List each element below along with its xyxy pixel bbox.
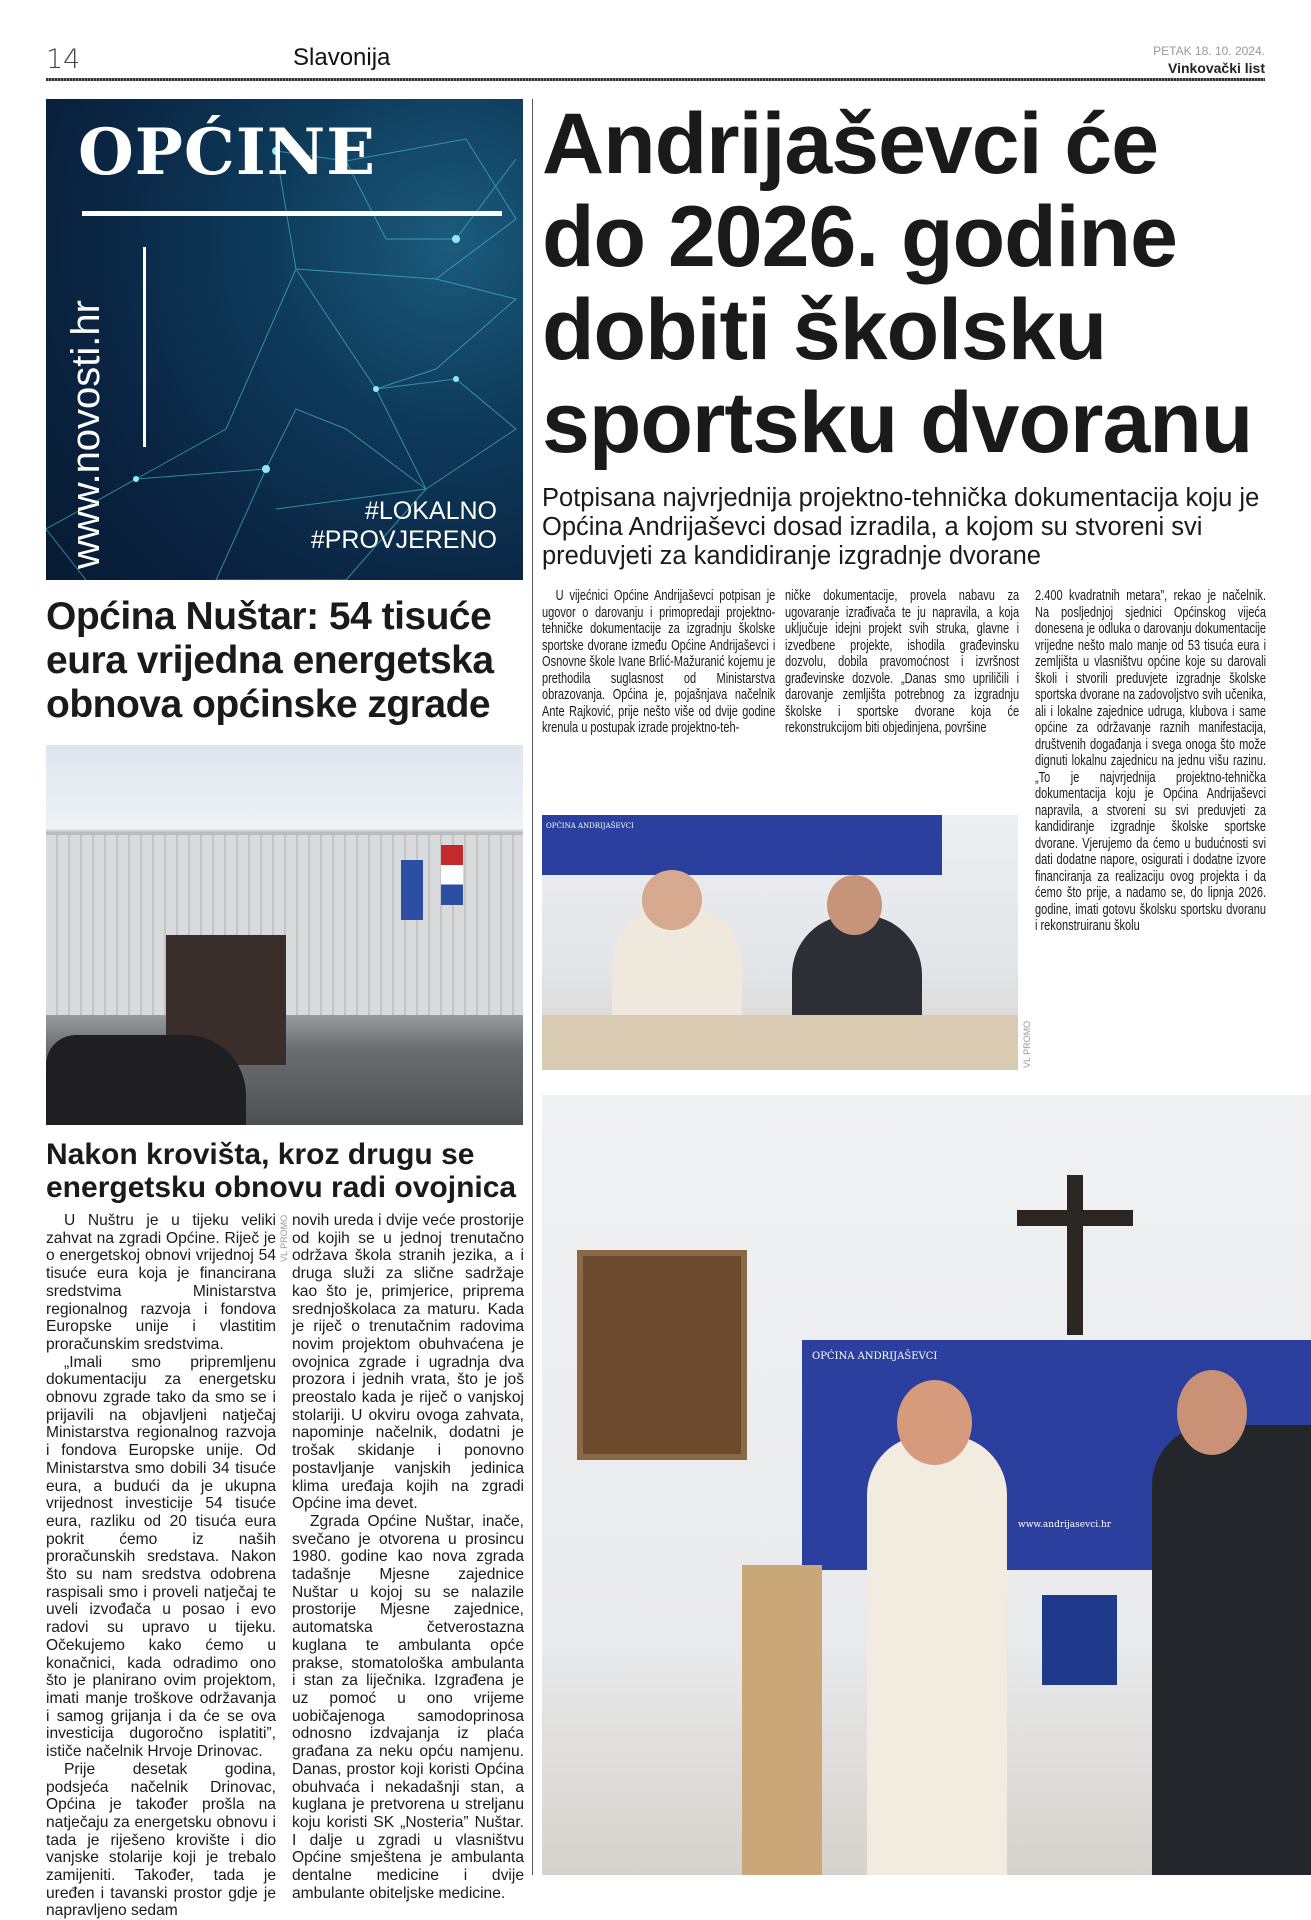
promo-banner — [46, 99, 523, 580]
tag-lokalno: #LOKALNO — [364, 497, 497, 525]
banner-text: OPĆINA ANDRIJAŠEVCI — [812, 1351, 938, 1362]
header-rule — [46, 78, 1265, 81]
main-article-column-3 — [1035, 588, 1266, 935]
promo-vertical-divider — [143, 247, 146, 447]
paragraph: Zgrada Općine Nuštar, inače, svečano je otvorena u prosincu 1980. godine kao nova zgrada tadašnje Mjesne zajednice Nuštar u kojoj su se nalazile prostorije Mjesne zajednice, automatska četverostazna kuglana te ambulanta opće prakse, stomatološka ambulanta i stan za liječnika. Izgrađena je uz pomoć u ono vrijeme uobičajenoga samodoprinosa odnosno izdvajanja iz plaća građana za neku opću namjenu. Danas, prostor koji koristi Općina obuhvaća i nekadašnji stan, a kuglana je pretvorena u streljanu koju koristi SK „Nosteria” Nuštar. I dalje u zgradi u vlasništvu Općine smještena je ambulanta dentalne medicine i dvije ambulante obiteljske medicine. — [292, 1512, 524, 1902]
banner-text: OPĆINA ANDRIJAŠEVCI — [546, 822, 634, 830]
paragraph: 2.400 kvadratnih metara”, rekao je načelnik. Na posljednjoj sjednici Općinskog vijeća donesena je odluka o darovanju dokumentacije vrijedne nešto malo manje od 53 tisuća eura i zemljišta u vlasništvu općine koje su darovali školi i stvorili preduvjete izgradnje školske sportska dvorane na zadovoljstvo svih učenika, ali i lokalne zajednice udruga, klubova i same općine za održavanje raznih manifestacija, društvenih događanja i svega onoga što može dignuti lokalnu zajednicu na jednu višu razinu. „To je najvrjednija projektno-tehnička dokumentacija koju je Općina Andrijaševci napravila, a stvoreni su svi preduvjeti za kandidiranje izgradnje školske sportske dvorane. Vjerujemo da ćemo u budućnosti svi dati dodatne napore, osigurati i dodatne izvore financiranja za realizaciju ovog projekta i da ćemo što prije, a nadamo se, do lipnja 2026. godine, imati gotovu školsku sportsku dvoranu i rekonstruiranu školu — [1035, 588, 1267, 934]
left-article-subheadline: Nakon krovišta, kroz drugu se energetsku obnovu radi ovojnica — [46, 1138, 517, 1204]
promo-tags — [311, 497, 497, 555]
main-article-column-1 — [542, 588, 775, 737]
newspaper-name: Vinkovački list — [1167, 60, 1265, 76]
left-article-column-2 — [292, 1212, 524, 1902]
main-article-column-2 — [785, 588, 1019, 737]
paragraph: novih ureda i dvije veće prostorije od kojih se u jednoj trenutačno održava škola stranih jezika, a i druga služi za slične sadržaje kao što je, primjerice, priprema srednjoškolaca za maturu. Kada je riječ o trenutačnim radovima novim projektom obuhvaćena je ovojnica zgrade i ugradnja dva prozora i jednih vrata, što je još preostalo kada je riječ o vanjskoj stolariji. U okviru ovoga zahvata, napominje načelnik, dodatni je trošak skidanje i ponovno postavljanje vanjskih jedinica klima uređaja kojih na zgradi Općine ima devet. — [292, 1212, 524, 1513]
promo-divider — [82, 211, 502, 216]
paragraph: Prije desetak godina, podsjeća načelnik Drinovac, Općina je također prošla na natječaju za energetsku obnovu i tada je riješeno krovište i dio vanjske stolarije koji je trebalo zamijeniti. Također, tada je uređen i tavanski prostor gdje je napravljeno sedam — [46, 1760, 276, 1920]
column-divider — [532, 99, 533, 1875]
paragraph: U Nuštru je u tijeku veliki zahvat na zgradi Općine. Riječ je o energetskoj obnovi vrijednoj 54 tisuće eura koja je financirana sredstvima Ministarstva regionalnog razvoja i fondova Europske unije i vlastitim proračunskim sredstvima. — [46, 1212, 276, 1353]
paragraph: „Imali smo pripremljenu dokumentaciju za energetsku obnovu zgrade tako da smo se i prijavili na objavljeni natječaj Ministarstva regionalnog razvoja i fondova Europske unije. Od Ministarstva smo dobili 34 tisuće eura, a budući da je ukupna vrijednost investicije 54 tisuće eura, razliku od 20 tisuća eura pokrit ćemo iz naših proračunskih sredstava. Nakon što su nam sredstva odobrena raspisali smo i proveli natječaj te uveli izvođača u posao i evo radovi su upravo u tijeku. Očekujemo kako ćemo u konačnici, kada odradimo ono što je planirano ovim projektom, imati manje troškove održavanja i samog grijanja i da će se ova investicija dugoročno isplatiti”, ističe načelnik Hrvoje Drinovac. — [46, 1353, 276, 1761]
photo-credit: VL PROMO — [1022, 1020, 1032, 1068]
promo-title: OPĆINE — [78, 115, 377, 190]
main-headline: Andrijaševci će do 2026. godine dobiti školsku sportsku dvoranu — [542, 96, 1253, 471]
section-name: Slavonija — [293, 44, 391, 71]
paragraph: U vijećnici Općine Andrijaševci potpisan je ugovor o darovanju i primopredaji projektno-tehničke dokumentacije za izgradnju školske sportske dvorane između Općine Andrijaševci i Osnovne škole Ivane Brlić-Mažuranić kojemu je prethodila suglasnost od Ministarstva obrazovanja. Općina je, pojašnjava načelnik Ante Rajković, prije nešto više od dvije godine krenula u postupak izrade projektno-teh- — [542, 588, 776, 736]
issue-date: PETAK 18. 10. 2024. — [1153, 44, 1265, 58]
tag-provjereno: #PROVJERENO — [310, 526, 497, 554]
signing-photo — [542, 815, 1018, 1070]
banner-url: www.andrijasevci.hr — [1018, 1520, 1112, 1530]
photo-credit: VL PROMO — [279, 1214, 289, 1262]
building-photo — [46, 745, 523, 1125]
main-deck: Potpisana najvrjednija projektno-tehnička dokumentacija koju je Općina Andrijaševci dosad izradila, a kojom su stvoreni svi preduvjeti za kandidiranje izgradnje dvorane — [542, 484, 1260, 570]
paragraph: ničke dokumentacije, provela nabavu za ugovaranje izrađivača te ju napravila, a koja uključuje idejni projekt svih struka, glavne i izvedbene projekte, ishodila građevinsku dozvolu, dobila pravomoćnost i izvršnost građevinske dozvole. „Danas smo upriličili i darovanje zemljišta potrebnog za izgradnju školske i sportske dvorane koja će rekonstrukcijom biti objedinjena, površine — [785, 588, 1020, 736]
promo-url: www.novosti.hr — [64, 300, 108, 569]
left-article-column-1 — [46, 1212, 276, 1920]
handshake-photo — [542, 1095, 1311, 1875]
left-article-headline: Općina Nuštar: 54 tisuće eura vrijedna energetska obnova općinske zgrade — [46, 595, 494, 726]
page-number: 14 — [46, 44, 81, 75]
